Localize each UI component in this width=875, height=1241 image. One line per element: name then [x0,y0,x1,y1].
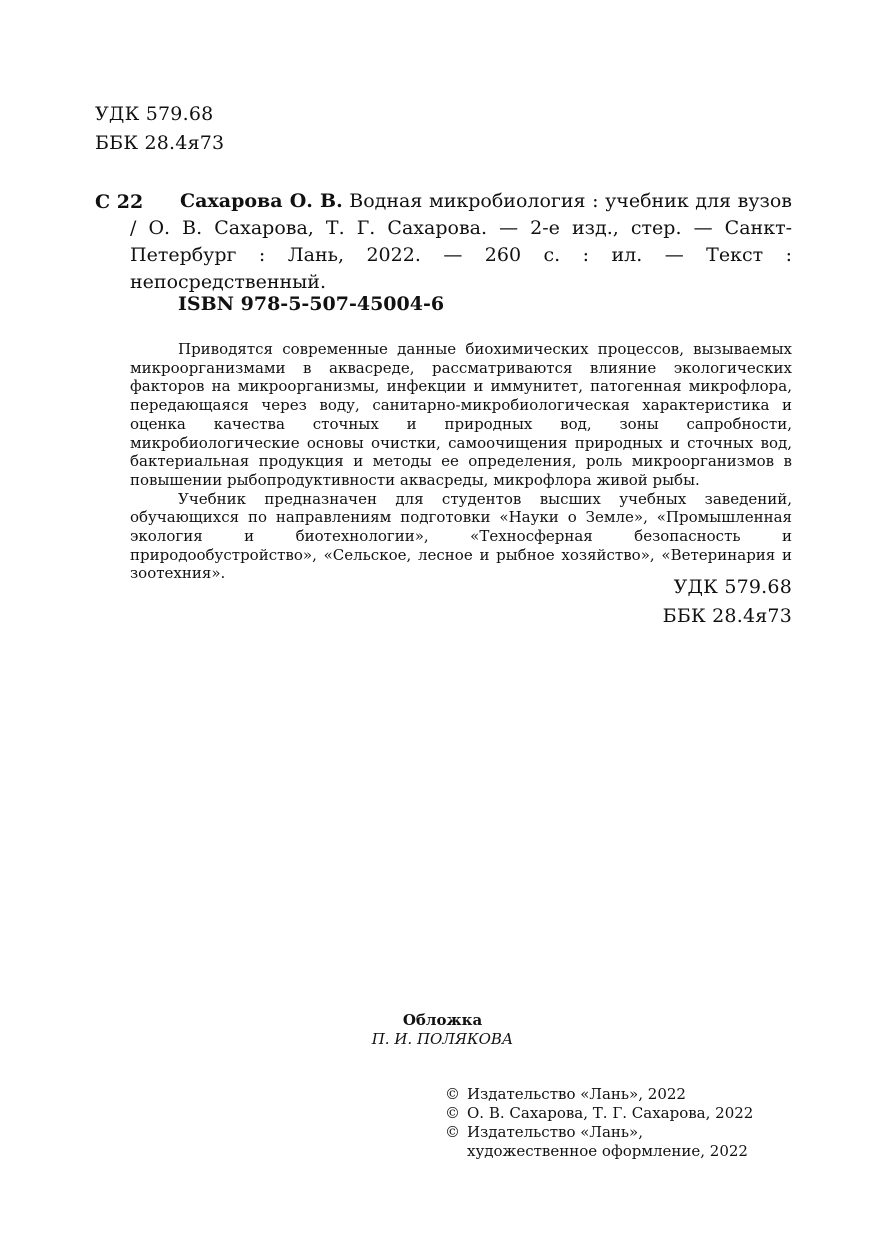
annotation [130,340,792,583]
copyright-line [445,1104,753,1123]
copyright-symbol: © [445,1123,460,1141]
cover-label: Обложка [402,1011,483,1029]
classification-bottom [663,573,792,631]
copyright-block [445,1085,753,1161]
cover-credit [0,1011,875,1049]
copyright-line [445,1123,753,1142]
bibliographic-description: Водная микробиология : учебник для вузов / О. В. Сахарова, Т. Г. Сахарова. — 2-е изд., стер. — Санкт-Петербург : Лань, 2022. — 260 с. : ил. — Текст : непосредственный. [130,190,792,293]
bibliographic-entry [130,188,792,296]
udk-code: УДК 579.68 [95,103,214,125]
author-name: Сахарова О. В. [180,190,343,212]
copyright-symbol: © [445,1085,460,1103]
copyright-text: О. В. Сахарова, Т. Г. Сахарова, 2022 [467,1104,754,1122]
classification-top [95,100,224,158]
copyright-line-continued: художественное оформление, 2022 [467,1142,748,1160]
copyright-text: Издательство «Лань», 2022 [467,1085,686,1103]
annotation-paragraph: Приводятся современные данные биохимических процессов, вызываемых микроорганизмами в аквасреде, рассматриваются влияние экологических факторов на микроорганизмы, инфекции и иммунитет, патогенная микрофлора, передающаяся через воду, санитарно-микробиологическая характеристика и оценка качества сточных и природных вод, зоны сапробности, микробиологические основы очистки, самоочищения природных и сточных вод, бактериальная продукция и методы ее определения, роль микроорганизмов в повышении рыбопродуктивности аквасреды, микрофлора живой рыбы. [130,340,792,489]
udk-code: УДК 579.68 [673,576,792,598]
copyright-line [445,1085,753,1104]
annotation-paragraph: Учебник предназначен для студентов высших учебных заведений, обучающихся по направлениям подготовки «Науки о Земле», «Промышленная экология и биотехнологии», «Техносферная безопасность и природообустройство», «Сельское, лесное и рыбное хозяйство», «Ветеринария и зоотехния». [130,489,792,583]
cover-artist: П. И. ПОЛЯКОВА [371,1030,514,1048]
author-cipher: С 22 [95,191,144,213]
bbk-code: ББК 28.4я73 [662,605,792,627]
bbk-code: ББК 28.4я73 [95,132,225,154]
copyright-text: Издательство «Лань», [467,1123,644,1141]
isbn: ISBN 978-5-507-45004-6 [178,293,445,315]
copyright-symbol: © [445,1104,460,1122]
